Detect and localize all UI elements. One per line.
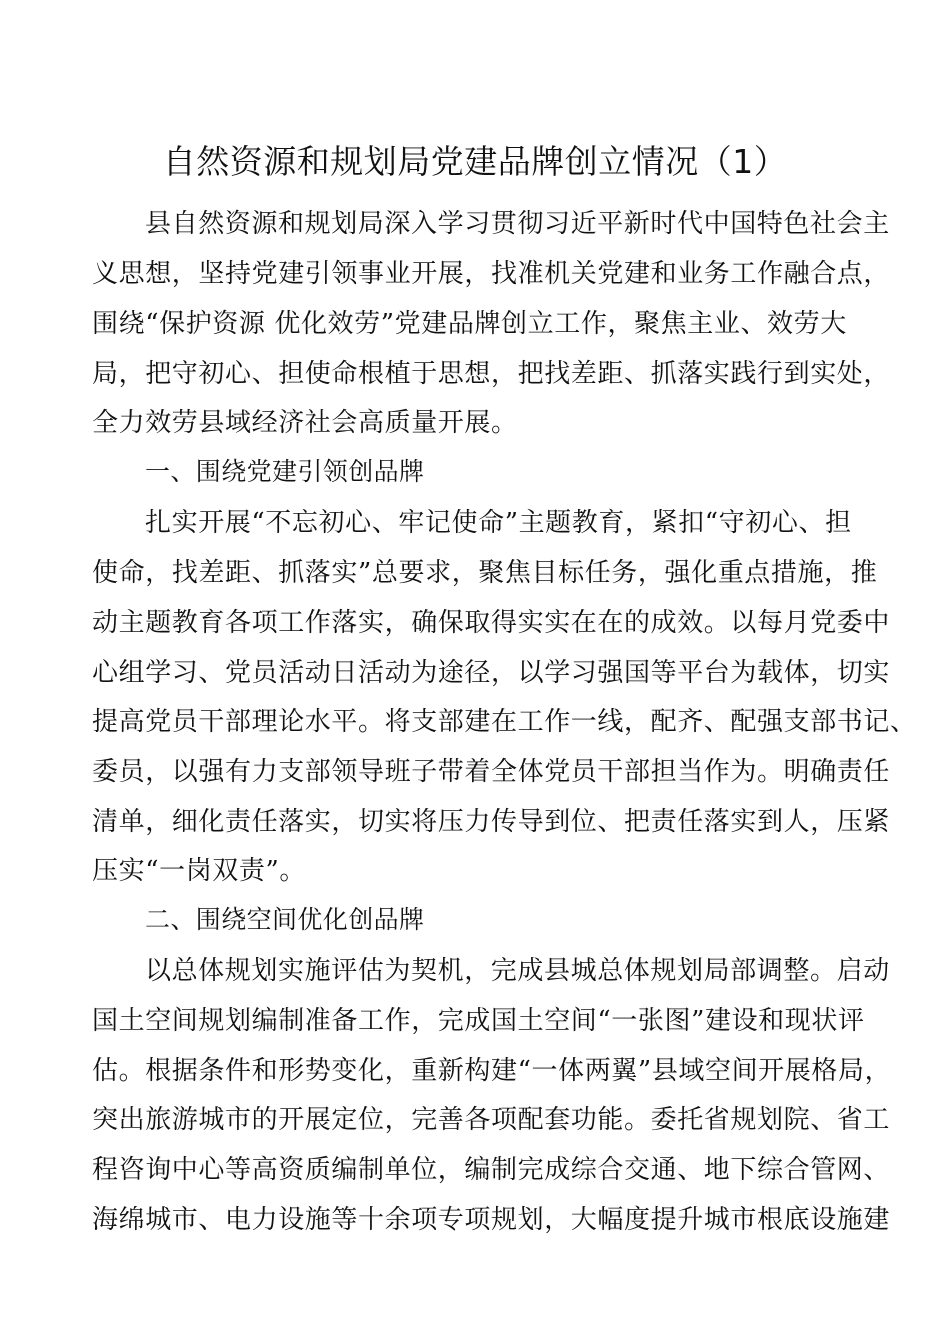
paragraph-line: 以总体规划实施评估为契机，完成县城总体规划局部调整。启动 — [145, 956, 890, 986]
paragraph-line: 海绵城市、电力设施等十余项专项规划，大幅度提升城市根底设施建 — [92, 1205, 891, 1235]
paragraph-line: 扎实开展“不忘初心、牢记使命”主题教育，紧扣“守初心、担 — [145, 508, 852, 538]
paragraph-line: 清单，细化责任落实，切实将压力传导到位、把责任落实到人，压紧 — [92, 807, 891, 837]
paragraph-line: 委员，以强有力支部领导班子带着全体党员干部担当作为。明确责任 — [92, 757, 891, 787]
paragraph-line: 动主题教育各项工作落实，确保取得实实在在的成效。以每月党委中 — [92, 608, 891, 638]
paragraph-line: 突出旅游城市的开展定位，完善各项配套功能。委托省规划院、省工 — [92, 1105, 891, 1135]
paragraph-line: 围绕“保护资源 优化效劳”党建品牌创立工作，聚焦主业、效劳大 — [92, 309, 847, 339]
document-title: 自然资源和规划局党建品牌创立情况（1） — [162, 142, 788, 181]
section-heading-1: 一、围绕党建引领创品牌 — [145, 457, 425, 486]
paragraph-line: 心组学习、党员活动日活动为途径，以学习强国等平台为载体，切实 — [92, 658, 891, 688]
paragraph-line: 局，把守初心、担使命根植于思想，把找差距、抓落实践行到实处， — [92, 359, 891, 389]
paragraph-line: 程咨询中心等高资质编制单位，编制完成综合交通、地下综合管网、 — [92, 1155, 891, 1185]
paragraph-line: 国土空间规划编制准备工作，完成国土空间“一张图”建设和现状评 — [92, 1006, 865, 1036]
paragraph-line: 使命，找差距、抓落实”总要求，聚焦目标任务，强化重点措施，推 — [92, 558, 878, 588]
paragraph-line: 全力效劳县域经济社会高质量开展。 — [92, 408, 518, 438]
paragraph-line: 县自然资源和规划局深入学习贯彻习近平新时代中国特色社会主 — [145, 209, 890, 239]
paragraph-line: 估。根据条件和形势变化，重新构建“一体两翼”县域空间开展格局， — [92, 1056, 892, 1086]
paragraph-line: 义思想，坚持党建引领事业开展，找准机关党建和业务工作融合点， — [92, 259, 891, 289]
section-heading-2: 二、围绕空间优化创品牌 — [145, 905, 425, 934]
paragraph-line: 压实“一岗双责”。 — [92, 856, 306, 886]
paragraph-line: 提高党员干部理论水平。将支部建在工作一线，配齐、配强支部书记、 — [92, 707, 917, 737]
